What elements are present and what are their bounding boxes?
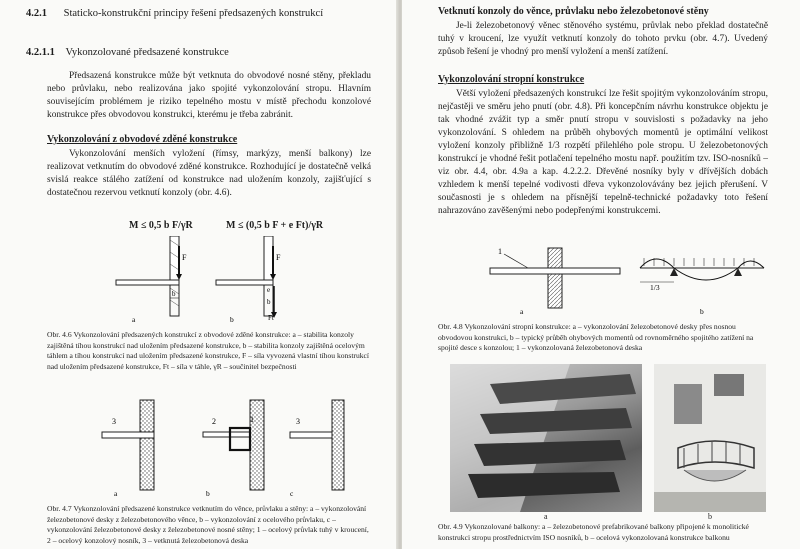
photo-prefab-balconies-drawing [450, 364, 642, 512]
fig47b-steel-girder [230, 428, 250, 450]
fig47a-slab [102, 432, 154, 438]
caption-fig-4-7: Obr. 4.7 Vykonzolování předsazené konstrukce vetknutím do věnce, průvlaku a stěny: a – vykonzolování železobetonové desky z železobetonového věnce, b – vykonzolování z ocelového průvlaku, c – vykonzolování železobetonové desky z železobetonové nosné stěny; 1 – ocelový průvlak tuhý v kroucení, 2 – ocelový konzolový nosník, 3 – vetknutá železobetonová deska [47, 504, 369, 545]
fig48b-moment-curve [640, 259, 764, 280]
fig48b-label-ratio: 1/3 [650, 283, 660, 292]
fig46-label-a: a [132, 315, 136, 324]
photo-steel-balcony-drawing [654, 364, 766, 512]
caption-fig-4-8: Obr. 4.8 Vykonzolování stropní konstrukce: a – vykonzolování železobetonové desky přes nosnou obvodovou konstrukci, b – typický průběh ohybových momentů od rovnoměrného spojitého zatížení na spojité desce s konzolou; 1 – vykonzolovaná železobetonová deska [438, 322, 754, 352]
formula-b: M ≤ (0,5 b F + e Ft)/γR [226, 220, 324, 231]
fig48a-wall [548, 248, 562, 308]
fig47-label-c: c [290, 489, 294, 498]
heading-wall-cantilever: Vykonzolování z obvodové zděné konstrukce [47, 134, 238, 145]
fig47b-wall [250, 400, 264, 490]
para-wall-cantilever: Vykonzolování menších vyložení (římsy, markýzy, menší balkony) lze realizovat vetknutím do obvodové zděné konstrukce. Rozhodující je dostatečně velká svislá reakce stálého zatížení od konstrukce nad uložením konzoly, zajišťující s dostatečnou rezervou vetknutí konzoly (obr. 4.6). [47, 149, 371, 198]
fig47b-beam [203, 432, 250, 437]
fig48b-support-2 [734, 268, 742, 276]
caption-fig-4-6: Obr. 4.6 Vykonzolování předsazených konstrukcí z obvodové zděné konstrukce: a – stabilita konzoly zajištěná tíhou konstrukcí nad uložením předsazené konstrukce, b – stabilita konzoly zajištěná ocelovým táhlem a tíhou konstrukcí nad uložením předsazené konstrukce, F – síla vyvozená vlastní tíhou konstrukcí nad uložením předsazené konstrukce, Ft – síla v táhle, γR – součinitel bezpečnosti [47, 330, 370, 371]
para-ring-beam: Je-li železobetonový věnec stěnového systému, průvlak nebo překlad dostatečně tuhý v kroucení, lze využít vetknutí konzoly do tohoto prvku (obr. 4.7). Uvedený způsob řešení je vhodný pro menší vyložení a menší zatížení. [438, 21, 768, 57]
fig46b-label-e: e [267, 286, 271, 294]
left-page [0, 0, 398, 549]
fig46a-label-F: F [182, 253, 187, 262]
svg-text:b: b [267, 298, 271, 306]
fig48a-label-1: 1 [498, 247, 502, 256]
svg-text:b: b [172, 290, 176, 298]
svg-text:1: 1 [250, 415, 254, 424]
fig47c-wall [332, 400, 344, 490]
fig46b-slab [216, 280, 273, 285]
fig48-label-a: a [520, 307, 524, 316]
fig47a-wall [140, 400, 154, 490]
fig46-label-b: b [230, 315, 234, 324]
svg-text:2: 2 [212, 417, 216, 426]
fig49-label-a: a [544, 512, 548, 521]
fig46b-label-Ft: Ft [268, 314, 274, 322]
right-page [402, 0, 800, 549]
photo-steel-balcony [654, 364, 766, 512]
fig46a-slab [116, 280, 179, 285]
caption-fig-4-9: Obr. 4.9 Vykonzolované balkony: a – železobetonové prefabrikované balkony připojené k monolitické konstrukci stropu prostřednictvím ISO nosníků, b – ocelová vykonzolovaná konstrukce balkonu [438, 522, 749, 542]
intro-paragraph: Předsazená konstrukce může být vetknuta do obvodové nosné stěny, překladu nebo průvlaku, nebo realizována jako spojité vykonzolování stropu. Hlavním souvisejícím problémem je riziko tepelného mostu v místě přechodu konzolové konstrukce přes obvodovou konstrukci, kterému je třeba zabránit. [47, 71, 371, 120]
photo-prefab-balconies [450, 364, 642, 512]
svg-text:3: 3 [112, 417, 116, 426]
fig47-label-a: a [114, 489, 118, 498]
fig48-label-b: b [700, 307, 704, 316]
heading-slab-cantilever: Vykonzolování stropní konstrukce [438, 74, 585, 85]
figure-4-8 [438, 244, 768, 316]
fig49-label-b: b [708, 512, 712, 521]
svg-text:F: F [276, 253, 281, 262]
fig47-label-b: b [206, 489, 210, 498]
svg-text:3: 3 [296, 417, 300, 426]
section-heading-4-2-1: 4.2.1 Staticko-konstrukční principy řešení předsazených konstrukcí [26, 8, 324, 19]
fig48a-slab [490, 268, 620, 274]
fig48b-support-1 [670, 268, 678, 276]
figure-4-6 [96, 236, 336, 324]
fig47c-slab [290, 432, 332, 438]
formula-a: M ≤ 0,5 b F/γR [129, 220, 193, 231]
heading-ring-beam: Vetknutí konzoly do věnce, průvlaku nebo železobetonové stěny [438, 6, 709, 17]
para-slab-cantilever: Větší vyložení předsazených konstrukcí lze řešit spojitým vykonzolováním stropu, nejčastěji ve směru jeho pnutí (obr. 4.8). Při koncepčním návrhu konstrukce objektu je tak vhodné zvážit typ a směr pnutí stropu v souvislosti s požadavky na jeho vykonzolování. S ohledem na průběh ohybových momentů je optimální velikost vyložení konzoly přibližně 1/3 rozpětí přilehlého pole stropu. U železobetonových konstrukcí je vhodné řešit potlačení tepelného mostu např. použitím tzv. ISO-nosníků – viz obr. 4.4, obr. 4.9a a kap. 4.2.2.2. Dřevěné nosníky byly v dřívějších dobách vzhledem k menší tepelné vodivosti dřeva vykonzolovávány bez jejich přerušení. V současnosti je s ohledem na přísnější tepelně-technické požadavky toto řešení nahrazováno zavěšenými nebo podepřenými konstrukcemi. [438, 89, 768, 216]
figure-4-7 [100, 398, 350, 498]
section-heading-4-2-1-1: 4.2.1.1 Vykonzolované předsazené konstrukce [26, 47, 229, 58]
